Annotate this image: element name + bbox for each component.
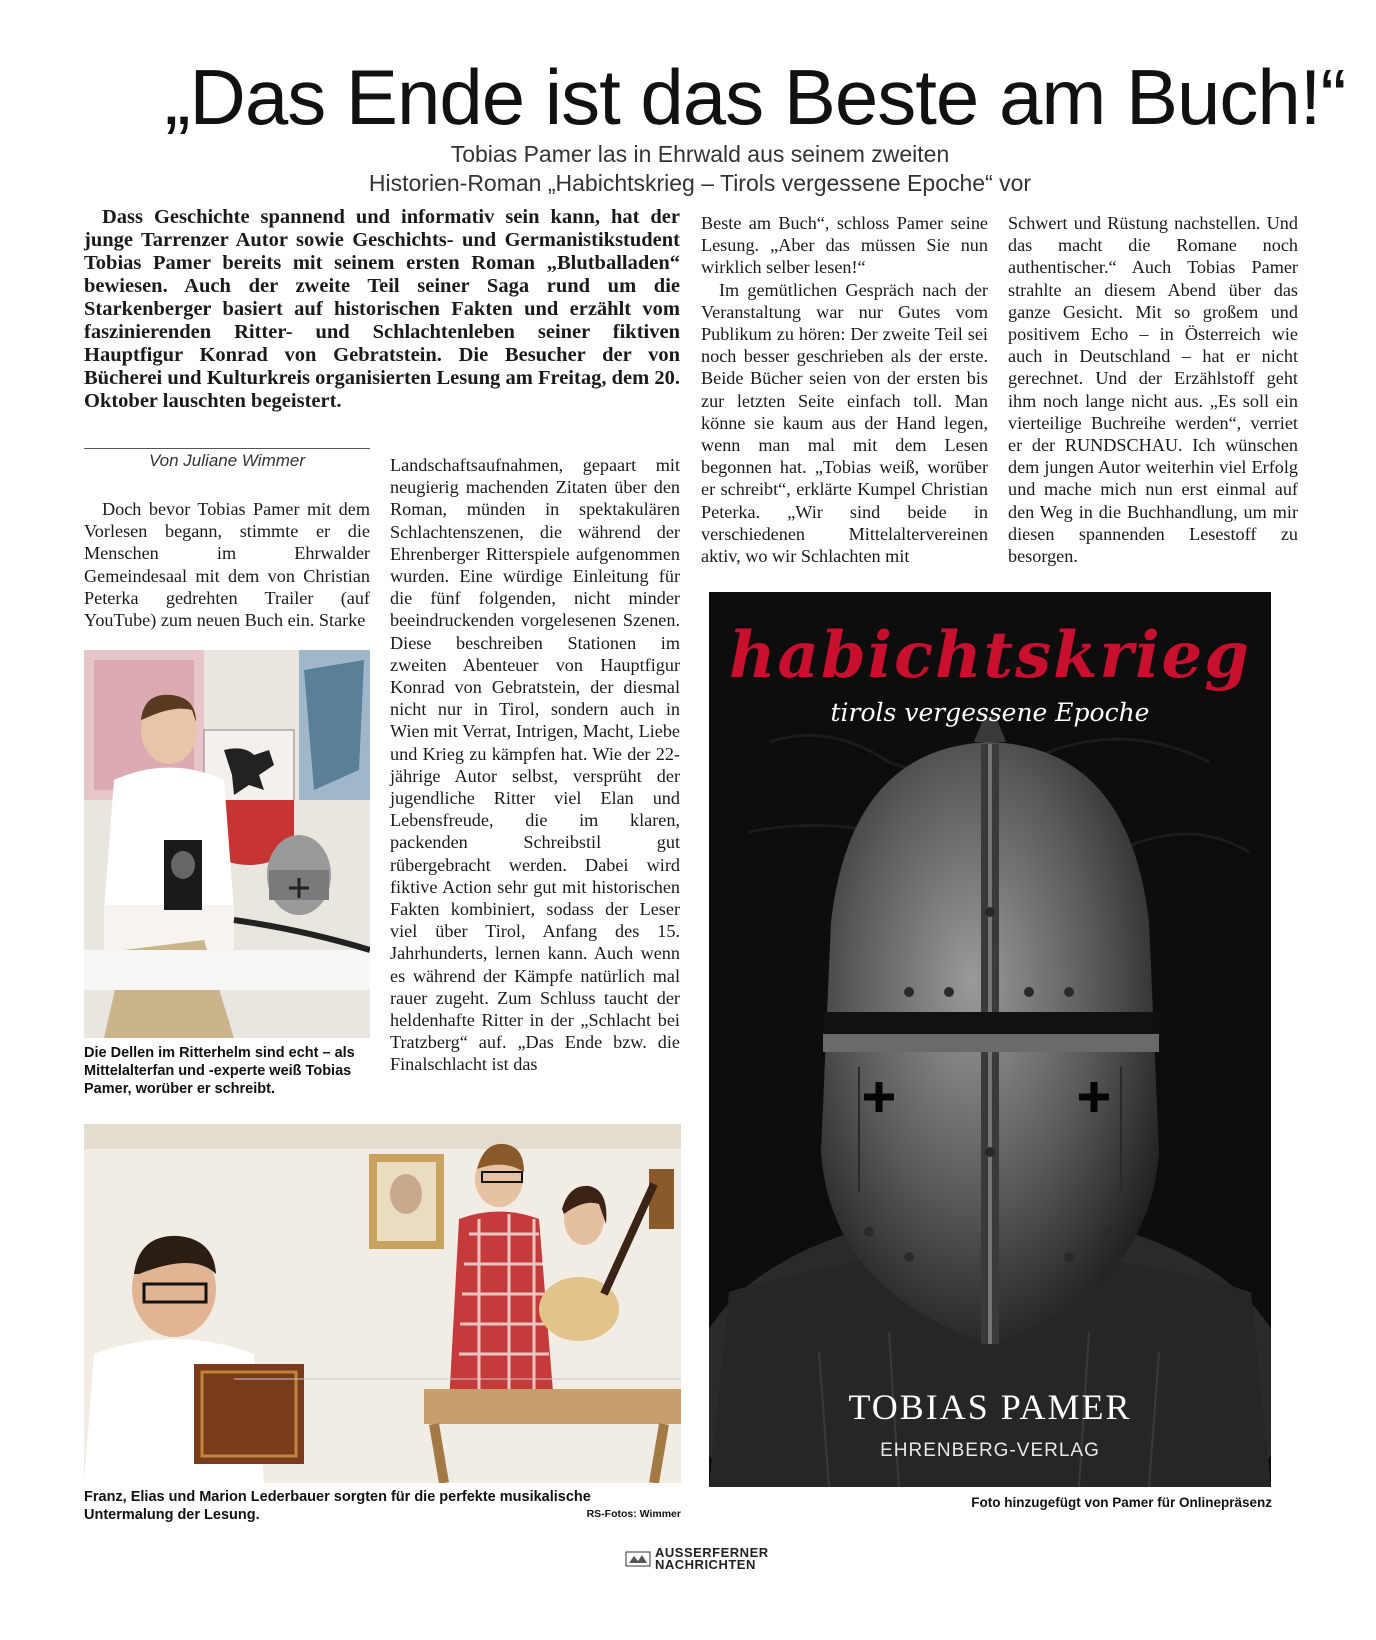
headline: „Das Ende ist das Beste am Buch!“ — [164, 53, 1346, 141]
body-column-4 — [1008, 212, 1298, 567]
body-paragraph: Doch bevor Tobias Pamer mit dem Vorlesen begann, stimmte er die Menschen im Ehrwalder Gemeindesaal mit dem von Christian Peterka gedrehten Trailer (auf YouTube) zum neuen Buch ein. Starke — [84, 499, 370, 631]
footer-logo-line-2: NACHRICHTEN — [655, 1557, 756, 1572]
byline: Von Juliane Wimmer — [84, 448, 370, 471]
photo-2-caption: Franz, Elias und Marion Lederbauer sorgten für die perfekte musikalische Untermalung der Lesung. — [84, 1489, 591, 1523]
body-paragraph: Landschaftsaufnahmen, gepaart mit neugierig machenden Zitaten über den Roman, münden in spektakulären Schlachtenszenen, die während der Ehrenberger Ritterspiele aufgenommen wurden. Eine würdige Einleitung für die fünf folgenden, nicht minder beeindruckenden vorgelesenen Szenen. Diese beschreiben Stationen im zweiten Abenteuer von Hauptfigur Konrad von Gebratstein, der diesmal nicht nur in Tirol, sondern auch in Wien mit Verrat, Intrigen, Macht, Liebe und Krieg zu kämpfen hat. Wie der 22-jährige Autor selbst, versprüht der jugendliche Ritter viel Elan und Lebensfreude, die im klaren, packenden Schreibstil gut rübergebracht werden. Dabei wird fiktive Action sehr gut mit historischen Fakten kombiniert, sodass der Leser viel über Tirol, Anfang des 15. Jahrhunderts, lernen kann. Auch wenn es während der Kämpfe natürlich mal rauer zugeht. Zum Schluss taucht der heldenhafte Ritter in der „Schlacht bei Tratzberg“ auf. „Das Ende bzw. die Finalschlacht ist das — [390, 455, 680, 1075]
cover-publisher: EHRENBERG-VERLAG — [880, 1440, 1100, 1461]
photo-author-with-helmet — [84, 650, 370, 1038]
subheadline — [300, 140, 1100, 198]
book-cover — [709, 592, 1271, 1487]
footer-logo — [625, 1547, 769, 1571]
body-paragraph: Im gemütlichen Gespräch nach der Veranstaltung war nur Gutes vom Publikum zu hören: Der zweite Teil sei noch besser geschrieben als der erste. Beide Bücher seien von der ersten bis zur letzten Seite einfach toll. Man könne sie kaum aus der Hand legen, wenn man mal mit dem Lesen begonnen hat. „Tobias weiß, worüber er schreibt“, erklärte Kumpel Christian Peterka. „Wir sind beide in verschiedenen Mittelaltervereinen aktiv, wo wir Schlachten mit — [701, 279, 988, 567]
newspaper-emblem-icon — [625, 1550, 651, 1568]
body-paragraph: Beste am Buch“, schloss Pamer seine Lesung. „Aber das müssen Sie nun wirklich selber lesen!“ — [701, 213, 988, 278]
body-column-3 — [701, 212, 988, 567]
subheadline-line-1: Tobias Pamer las in Ehrwald aus seinem zweiten — [450, 141, 950, 167]
footer-logo-text — [655, 1547, 769, 1571]
cover-caption: Foto hinzugefügt von Pamer für Onlinepräsenz — [971, 1495, 1272, 1510]
photo-musicians — [84, 1124, 681, 1483]
photo-1-caption: Die Dellen im Ritterhelm sind echt – als Mittelalterfan und -experte weiß Tobias Pamer, worüber er schreibt. — [84, 1045, 355, 1097]
body-paragraph: Schwert und Rüstung nachstellen. Und das macht die Romane noch authentischer.“ Auch Tobias Pamer strahlte an diesem Abend über das ganze Gesicht. Mit so großem und positivem Echo – in Österreich wie auch in Deutschland – hat er nicht gerechnet. Und der Erzählstoff geht ihm noch lange nicht aus. „Es soll ein vierteilige Buchreihe werden“, verriet er der RUNDSCHAU. Ich wünschen dem jungen Autor weiterhin viel Erfolg und mache mich nun erst einmal auf den Weg in die Buchhandlung, um mir diesen spannenden Lesestoff zu besorgen. — [1008, 213, 1298, 567]
cover-title: habichtskrieg — [729, 618, 1251, 693]
subheadline-line-2: Historien-Roman „Habichtskrieg – Tirols vergessene Epoche“ vor — [368, 170, 1032, 196]
cover-author: TOBIAS PAMER — [848, 1387, 1132, 1427]
photo-credit: RS-Fotos: Wimmer — [586, 1508, 681, 1520]
lead-paragraph: Dass Geschichte spannend und informativ sein kann, hat der junge Tarrenzer Autor sowie Geschichts- und Germanistikstudent Tobias Pamer bereits mit seinem ersten Roman „Blutballaden“ bewiesen. Auch der zweite Teil seiner Saga rund um die Starkenberger basiert auf historischen Fakten und erzählt vom faszinierenden Ritter- und Schlachtenleben seiner fiktiven Hauptfigur Konrad von Gebratstein. Die Besucher der von Bücherei und Kulturkreis organisierten Lesung am Freitag, dem 20. Oktober lauschten begeistert. — [84, 206, 680, 412]
cover-subtitle: tirols vergessene Epoche — [830, 698, 1150, 727]
footer-logo-line-1: AUSSERFERNER — [655, 1545, 769, 1560]
body-column-2 — [390, 454, 680, 1076]
body-column-1 — [84, 498, 370, 631]
